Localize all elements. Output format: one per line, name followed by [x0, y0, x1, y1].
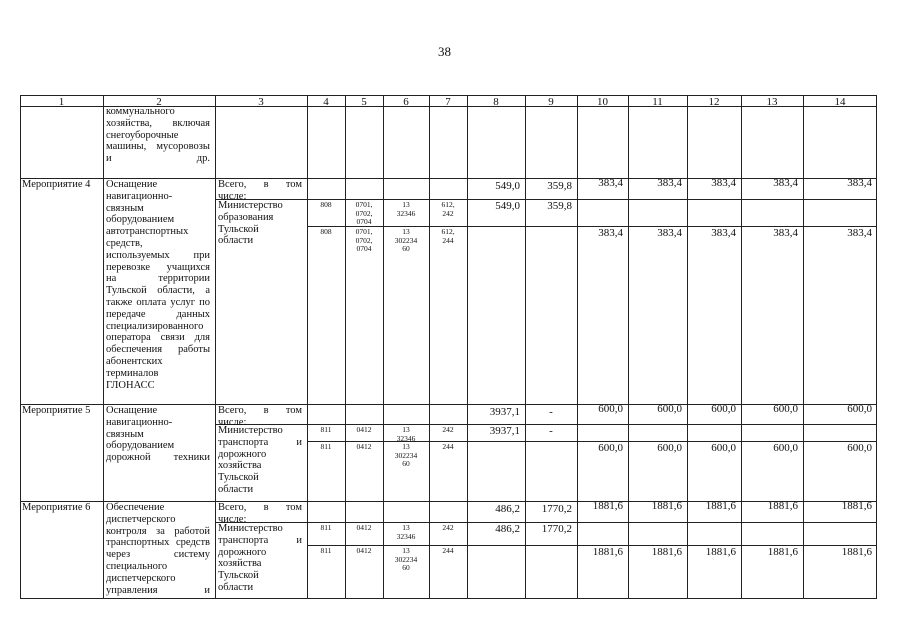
m6-total-value: 1881,6	[651, 500, 682, 512]
code-line: 13	[402, 425, 410, 434]
column-number: 2	[156, 96, 162, 108]
m4-sub2-value: 383,4	[657, 227, 682, 239]
text-line: через систему	[106, 549, 210, 561]
column-number: 10	[597, 96, 608, 108]
code-line: 242	[442, 425, 454, 434]
text-line: Министерство	[218, 523, 283, 534]
code-line: 0701,	[355, 200, 373, 209]
code-line: 244	[442, 546, 454, 555]
text-line: Оснащение	[106, 405, 158, 416]
code-line: 32346	[396, 433, 416, 443]
m6-total-value: 1881,6	[705, 500, 736, 512]
m5-total-value: 600,0	[598, 403, 623, 415]
text-line: диспетчерского	[106, 513, 176, 525]
m6-sub2-c5	[345, 547, 383, 556]
m4-sub2-value: 383,4	[711, 227, 736, 239]
text-line: Обеспечение	[106, 502, 165, 513]
m4-sub2-c7	[429, 228, 467, 245]
page-number: 38	[438, 44, 451, 59]
m4-total-value: 383,4	[711, 177, 736, 189]
code-line: 242	[442, 523, 454, 532]
m6-label: Мероприятие 6	[22, 502, 91, 513]
text-line: транспорта и	[218, 534, 302, 546]
row-line	[20, 598, 877, 599]
text-line: автотранспортных	[106, 226, 189, 238]
code-line: 302234	[394, 235, 418, 245]
m5-total-value: 600,0	[657, 403, 682, 415]
m5-sub1-value: 3937,1	[489, 425, 520, 437]
text-line: управления и	[106, 584, 210, 596]
m5-sub2-value: 600,0	[598, 442, 623, 454]
text-line: области	[218, 235, 254, 247]
m4-total-value: 383,4	[657, 177, 682, 189]
text-line: транспортных средств	[106, 537, 210, 549]
code-line: 60	[402, 244, 410, 254]
m6-total-value: 486,2	[495, 503, 520, 515]
m6-sub1-c6	[383, 524, 429, 541]
text-line: коммунального	[106, 106, 175, 117]
text-line: Всего, в том	[218, 502, 302, 513]
m6-executor	[218, 523, 302, 594]
text-line: снегоуборочные	[106, 129, 179, 141]
text-line: Оснащение	[106, 179, 158, 190]
m6-sub1-c4	[307, 524, 345, 533]
text-line: абонентских	[106, 355, 163, 367]
code-line: 302234	[394, 554, 418, 564]
column-number: 4	[323, 96, 329, 108]
code-line: 60	[402, 563, 410, 573]
m6-total-value: 1881,6	[767, 500, 798, 512]
text-line: связным	[106, 428, 144, 440]
m5-sub2-value: 600,0	[657, 442, 682, 454]
text-line: обеспечения работы	[106, 344, 210, 356]
m5-sub2-c4	[307, 443, 345, 452]
text-line: и др.	[106, 153, 210, 165]
m4-sub2-c6	[383, 228, 429, 254]
m6-sub2-c4	[307, 547, 345, 556]
column-number: 14	[834, 96, 846, 108]
m4-sub1-value: 549,0	[495, 200, 520, 212]
column-number: 8	[493, 96, 499, 108]
column-number: 6	[403, 96, 409, 108]
m6-sub2-value: 1881,6	[767, 546, 798, 558]
column-number: 7	[445, 96, 451, 108]
code-line: 0702,	[355, 208, 373, 218]
column-number: 5	[361, 96, 367, 108]
m5-sub2-c7	[429, 443, 467, 452]
column-line	[20, 95, 21, 598]
code-line: 0704	[356, 244, 372, 254]
m5-sub2-c5	[345, 443, 383, 452]
code-line: 32346	[396, 208, 416, 218]
m5-sub1-c5	[345, 426, 383, 435]
text-line: хозяйства	[218, 460, 262, 472]
m6-description	[106, 502, 210, 596]
column-number: 12	[708, 96, 720, 108]
m5-total-value: 600,0	[847, 403, 872, 415]
text-line: дорожного	[218, 546, 267, 558]
text-line: перевозке учащихся	[106, 261, 210, 273]
code-line: 0702,	[355, 235, 373, 245]
m6-sub2-value: 1881,6	[592, 546, 623, 558]
m6-total-value: 1770,2	[541, 503, 572, 515]
m4-description	[106, 179, 210, 391]
m4-total-value: 359,8	[547, 180, 572, 192]
text-line: Министерство	[218, 425, 283, 436]
m5-sub2-c6	[383, 443, 429, 469]
text-line: диспетчерского	[106, 572, 176, 584]
m5-description	[106, 405, 210, 464]
text-line: Тульской	[218, 472, 259, 484]
column-number: 11	[652, 96, 663, 108]
m5-executor	[218, 425, 302, 496]
m6-sub1-c7	[429, 524, 467, 533]
column-number: 13	[766, 96, 778, 108]
text-line: также оплата услуг по	[106, 296, 210, 308]
m4-sub2-value: 383,4	[847, 227, 872, 239]
code-line: 808	[320, 227, 332, 236]
m6-sub1-value: 1770,2	[541, 523, 572, 535]
code-line: 808	[320, 200, 332, 209]
m5-sub2-value: 600,0	[711, 442, 736, 454]
text-line: числе:	[218, 416, 247, 428]
text-line: Министерство	[218, 200, 283, 211]
text-line: специального	[106, 560, 168, 572]
text-line: специализированного	[106, 320, 204, 332]
m5-label: Мероприятие 5	[22, 405, 91, 416]
text-line: транспорта и	[218, 436, 302, 448]
text-line: Всего, в том	[218, 179, 302, 190]
m4-sub1-c6	[383, 201, 429, 218]
m6-total-value: 1881,6	[592, 500, 623, 512]
code-line: 612,	[441, 227, 455, 236]
text-line: оператора связи для	[106, 332, 210, 344]
code-line: 0704	[356, 217, 372, 227]
text-line: используемых при	[106, 249, 210, 261]
m6-sub2-c6	[383, 547, 429, 573]
budget-table	[20, 95, 877, 598]
m5-total-value: 600,0	[773, 403, 798, 415]
code-line: 13	[402, 200, 410, 209]
m4-sub1-c4	[307, 201, 345, 210]
code-line: 13	[402, 546, 410, 555]
code-line: 612,	[441, 200, 455, 209]
text-line: числе:	[218, 190, 247, 202]
m4-sub1-value: 359,8	[547, 200, 572, 212]
m6-sub1-value: 486,2	[495, 523, 520, 535]
text-line: передаче данных	[106, 308, 210, 320]
m5-sub2-value: 600,0	[773, 442, 798, 454]
m4-sub2-value: 383,4	[773, 227, 798, 239]
text-line: терминалов	[106, 367, 159, 379]
column-number: 9	[548, 96, 554, 108]
code-line: 811	[320, 546, 332, 555]
text-line: образования	[218, 211, 274, 223]
m5-sub1-c4	[307, 426, 345, 435]
text-line: на территории	[106, 273, 210, 285]
text-line: оборудованием	[106, 440, 175, 452]
code-line: 0701,	[355, 227, 373, 236]
text-line: контроля за работой	[106, 525, 210, 537]
m4-sub2-value: 383,4	[598, 227, 623, 239]
m6-sub1-c5	[345, 524, 383, 533]
text-line: области	[218, 581, 254, 593]
code-line: 13	[402, 442, 410, 451]
text-line: хозяйства, включая	[106, 117, 210, 129]
m5-sub1-c6	[383, 426, 429, 443]
text-line: Всего, в том	[218, 405, 302, 416]
m4-total-value: 383,4	[598, 177, 623, 189]
m5-sub2-value: 600,0	[847, 442, 872, 454]
m4-sub2-c4	[307, 228, 345, 237]
text-line: дорожного	[218, 448, 267, 460]
code-line: 32346	[396, 531, 416, 541]
column-line	[103, 95, 104, 598]
text-line: оборудованием	[106, 214, 175, 226]
text-line: Тульской	[218, 223, 259, 235]
text-line: навигационно-	[106, 416, 173, 428]
text-line: хозяйства	[218, 558, 262, 570]
m5-sub1-c7	[429, 426, 467, 435]
m6-sub2-c7	[429, 547, 467, 556]
m5-total-value: 600,0	[711, 403, 736, 415]
m4-total-value: 383,4	[847, 177, 872, 189]
m6-total-value: 1881,6	[841, 500, 872, 512]
m6-sub2-value: 1881,6	[705, 546, 736, 558]
text-line: числе:	[218, 513, 247, 525]
m4-label: Мероприятие 4	[22, 179, 91, 190]
text-line: области	[218, 483, 254, 495]
m4-executor	[218, 200, 302, 247]
text-line: связным	[106, 202, 144, 214]
code-line: 0412	[356, 523, 372, 532]
m4-total-value: 549,0	[495, 180, 520, 192]
column-number: 1	[58, 96, 65, 108]
code-line: 242	[442, 208, 454, 218]
code-line: 244	[442, 442, 454, 451]
m4-sub1-c7	[429, 201, 467, 218]
text-line: средств,	[106, 237, 143, 249]
column-number: 3	[258, 96, 264, 108]
code-line: 811	[320, 442, 332, 451]
code-line: 302234	[394, 450, 418, 460]
m5-sub1-value: -	[549, 425, 553, 437]
m6-sub2-value: 1881,6	[841, 546, 872, 558]
code-line: 60	[402, 459, 410, 469]
text-line: дорожной техники	[106, 452, 210, 464]
text-line: машины, мусоровозы	[106, 141, 210, 153]
code-line: 244	[442, 235, 454, 245]
m5-total-value: 3937,1	[489, 406, 520, 418]
m6-sub2-value: 1881,6	[651, 546, 682, 558]
code-line: 811	[320, 425, 332, 434]
text-line: Тульской области, а	[106, 285, 210, 297]
text-line: ГЛОНАСС	[106, 379, 155, 391]
m5-total-value: -	[549, 406, 553, 418]
code-line: 0412	[356, 442, 372, 451]
text-line: Тульской	[218, 570, 259, 582]
text-line: навигационно-	[106, 190, 173, 202]
code-line: 811	[320, 523, 332, 532]
m4-sub2-c5	[345, 228, 383, 254]
m4-sub1-c5	[345, 201, 383, 227]
code-line: 0412	[356, 425, 372, 434]
measure-description-continued	[106, 106, 210, 165]
code-line: 0412	[356, 546, 372, 555]
code-line: 13	[402, 227, 410, 236]
code-line: 13	[402, 523, 410, 532]
m4-total-value: 383,4	[773, 177, 798, 189]
